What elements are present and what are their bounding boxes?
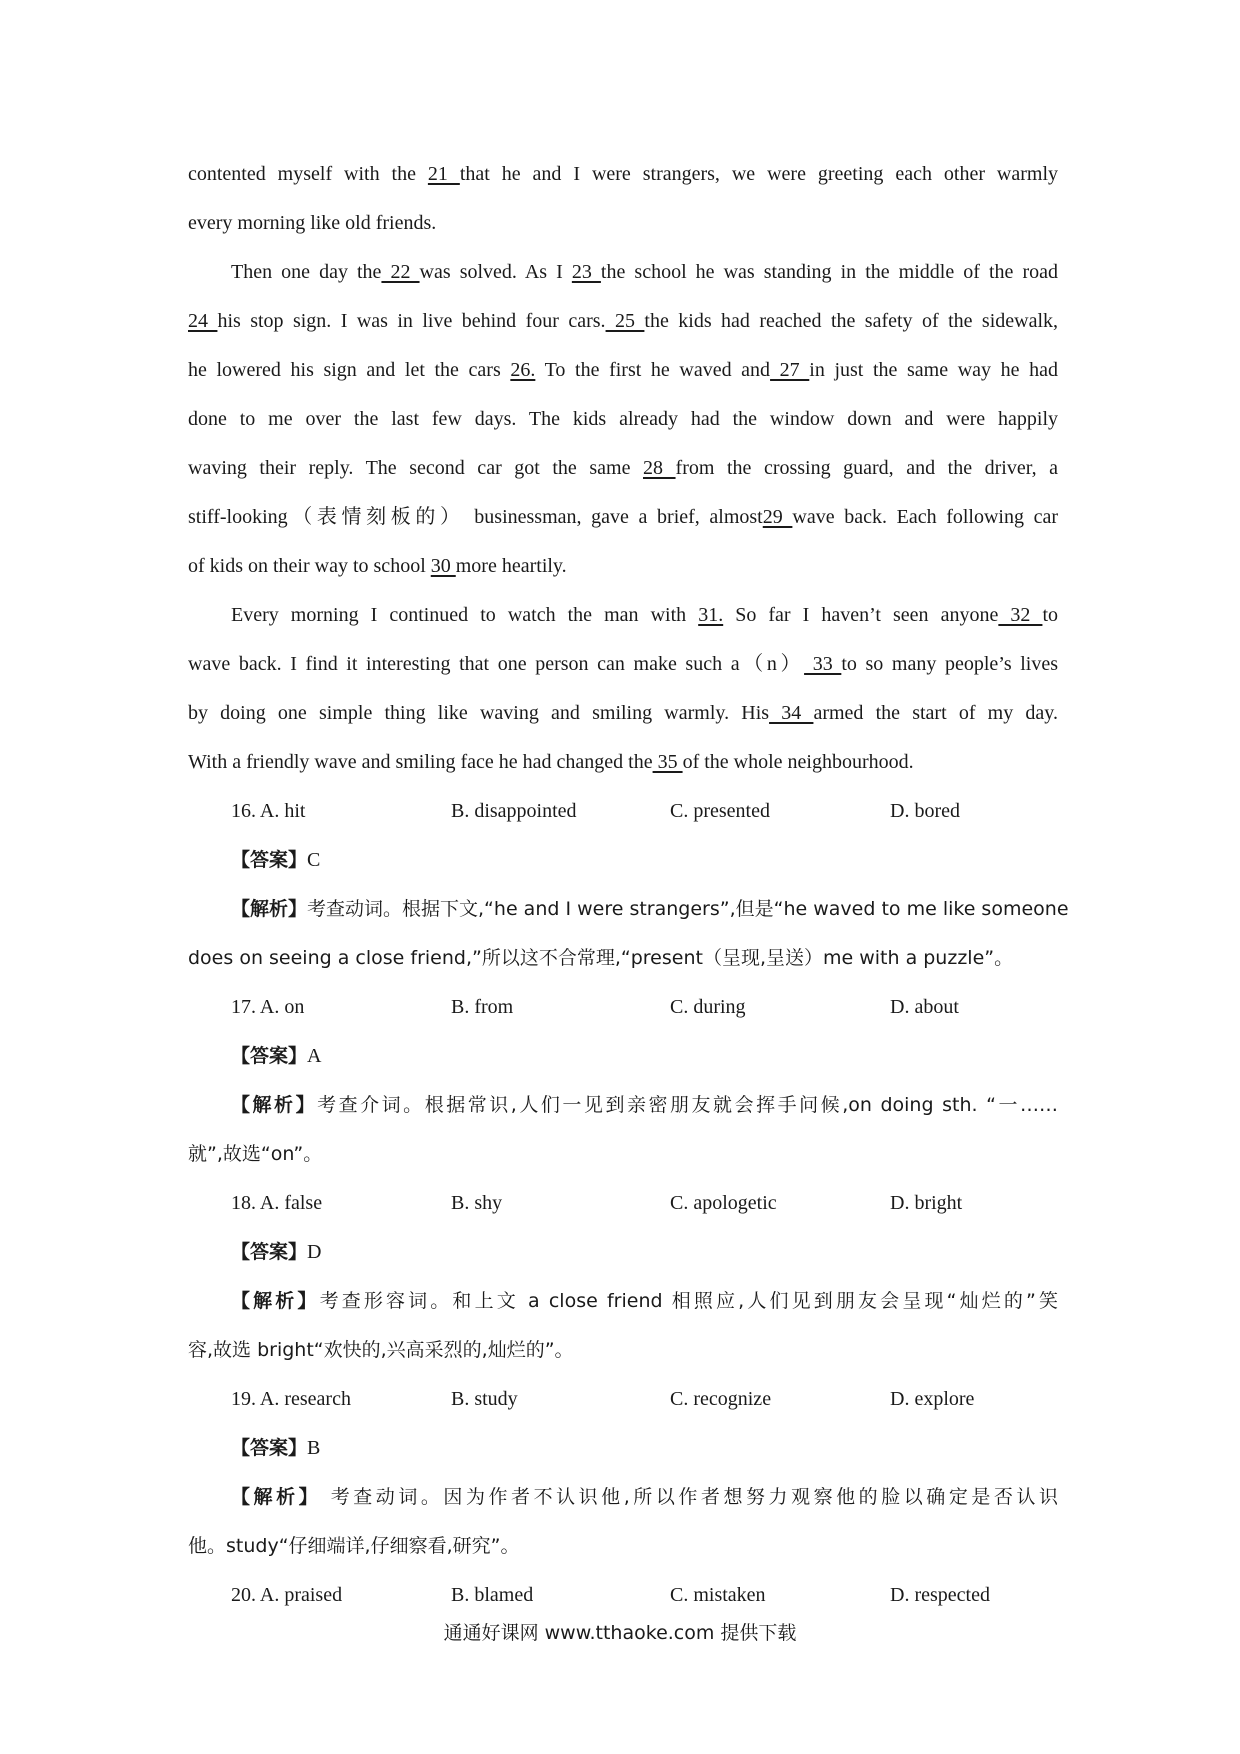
passage-line: of kids on their way to school 30 more heartily. xyxy=(188,555,567,577)
passage-line: every morning like old friends. xyxy=(188,212,437,234)
analysis-line: does on seeing a close friend,”所以这不合常理,“present（呈现,呈送）me with a puzzle”。 xyxy=(188,947,1014,969)
analysis-line: 他。study“仔细端详,仔细察看,研究”。 xyxy=(188,1535,520,1557)
analysis-tag: 【解析】 xyxy=(231,898,308,920)
blank-25: 25 xyxy=(605,310,645,332)
question-options xyxy=(188,983,1058,1032)
answer-line xyxy=(188,1032,1058,1081)
option-b: B. disappointed xyxy=(451,800,577,822)
option-b: B. blamed xyxy=(451,1584,534,1606)
option-a: 16. A. hit xyxy=(231,800,306,822)
answer-value: D xyxy=(307,1241,322,1263)
option-a: 18. A. false xyxy=(231,1192,323,1214)
option-c: C. apologetic xyxy=(670,1192,777,1214)
answer-tag: 【答案】 xyxy=(231,1045,308,1067)
question-options xyxy=(188,1571,1058,1620)
analysis-line: 就”,故选“on”。 xyxy=(188,1143,323,1165)
option-d: D. bored xyxy=(890,800,960,822)
option-d: D. bright xyxy=(890,1192,963,1214)
analysis-tag: 【解析】 xyxy=(231,1290,320,1312)
blank-22: 22 xyxy=(381,261,420,283)
answer-value: B xyxy=(307,1437,321,1459)
question-options xyxy=(188,1179,1058,1228)
passage-line: waving their reply. The second car got the same 28 from the crossing guard, and the driver, a xyxy=(188,457,1059,479)
answer-tag: 【答案】 xyxy=(231,1437,308,1459)
passage-line: Every morning I continued to watch the man with 31. So far I haven’t seen anyone 32 to xyxy=(231,604,1058,626)
answer-tag: 【答案】 xyxy=(231,849,308,871)
blank-30: 30 xyxy=(430,555,456,577)
analysis-tag: 【解析】 xyxy=(231,1486,322,1508)
analysis-line: 【解析】考查形容词。和上文 a close friend 相照应,人们见到朋友会呈现“灿烂的”笑 xyxy=(231,1290,1058,1312)
option-c: C. during xyxy=(670,996,746,1018)
passage-line: With a friendly wave and smiling face he had changed the 35 of the whole neighbourhood. xyxy=(188,751,914,773)
option-b: B. study xyxy=(451,1388,518,1410)
passage-line: done to me over the last few days. The kids already had the window down and were happily xyxy=(188,408,1058,430)
option-c: C. mistaken xyxy=(670,1584,766,1606)
answer-tag: 【答案】 xyxy=(231,1241,308,1263)
blank-21: 21 xyxy=(427,163,460,185)
option-b: B. shy xyxy=(451,1192,503,1214)
blank-33: 33 xyxy=(804,653,842,675)
answer-value: C xyxy=(307,849,321,871)
blank-23: 23 xyxy=(571,261,601,283)
blank-27: 27 xyxy=(770,359,810,381)
analysis-line: 容,故选 bright“欢快的,兴高采烈的,灿烂的”。 xyxy=(188,1339,574,1361)
question-options xyxy=(188,787,1058,836)
document-page xyxy=(188,150,1069,1620)
option-c: C. recognize xyxy=(670,1388,772,1410)
blank-34: 34 xyxy=(769,702,814,724)
passage-line: contented myself with the 21 that he and I were strangers, we were greeting each other warmly xyxy=(188,163,1059,185)
passage-line: Then one day the 22 was solved. As I 23 the school he was standing in the middle of the road xyxy=(231,261,1059,283)
analysis-tag: 【解析】 xyxy=(231,1094,318,1116)
page-footer: 通通好课网 www.tthaoke.com 提供下载 xyxy=(443,1622,797,1644)
passage-line: by doing one simple thing like waving and smiling warmly. His 34 armed the start of my day. xyxy=(188,702,1058,724)
option-a: 17. A. on xyxy=(231,996,305,1018)
analysis-line: 【解析】考查介词。根据常识,人们一见到亲密朋友就会挥手问候,on doing sth. “一…… xyxy=(231,1094,1058,1116)
blank-29: 29 xyxy=(762,506,793,528)
option-d: D. explore xyxy=(890,1388,975,1410)
option-d: D. respected xyxy=(890,1584,990,1606)
blank-32: 32 xyxy=(998,604,1043,626)
answer-line xyxy=(188,1424,1058,1473)
option-a: 19. A. research xyxy=(231,1388,351,1410)
blank-24: 24 xyxy=(188,310,218,332)
option-c: C. presented xyxy=(670,800,770,822)
passage-line: 24 his stop sign. I was in live behind four cars. 25 the kids had reached the safety of the sidewalk, xyxy=(188,310,1059,332)
analysis-line: 【解析】 考查动词。因为作者不认识他,所以作者想努力观察他的脸以确定是否认识 xyxy=(231,1486,1058,1508)
passage-line: wave back. I find it interesting that one person can make such a（n） 33 to so many people’s lives xyxy=(188,653,1059,675)
blank-28: 28 xyxy=(643,457,676,479)
passage-line: stiff-looking（表情刻板的） businessman, gave a brief, almost29 wave back. Each following car xyxy=(188,506,1059,528)
passage-line: he lowered his sign and let the cars 26. To the first he waved and 27 in just the same way he had xyxy=(188,359,1058,381)
blank-26: 26. xyxy=(510,359,536,381)
answer-line xyxy=(188,836,1058,885)
blank-35: 35 xyxy=(652,751,683,773)
answer-value: A xyxy=(307,1045,322,1067)
option-d: D. about xyxy=(890,996,959,1018)
question-options xyxy=(188,1375,1058,1424)
analysis-line: 【解析】考查动词。根据下文,“he and I were strangers”,但是“he waved to me like someone xyxy=(231,898,1069,920)
answer-line xyxy=(188,1228,1058,1277)
blank-31: 31. xyxy=(698,604,724,626)
option-a: 20. A. praised xyxy=(231,1584,343,1606)
option-b: B. from xyxy=(451,996,514,1018)
